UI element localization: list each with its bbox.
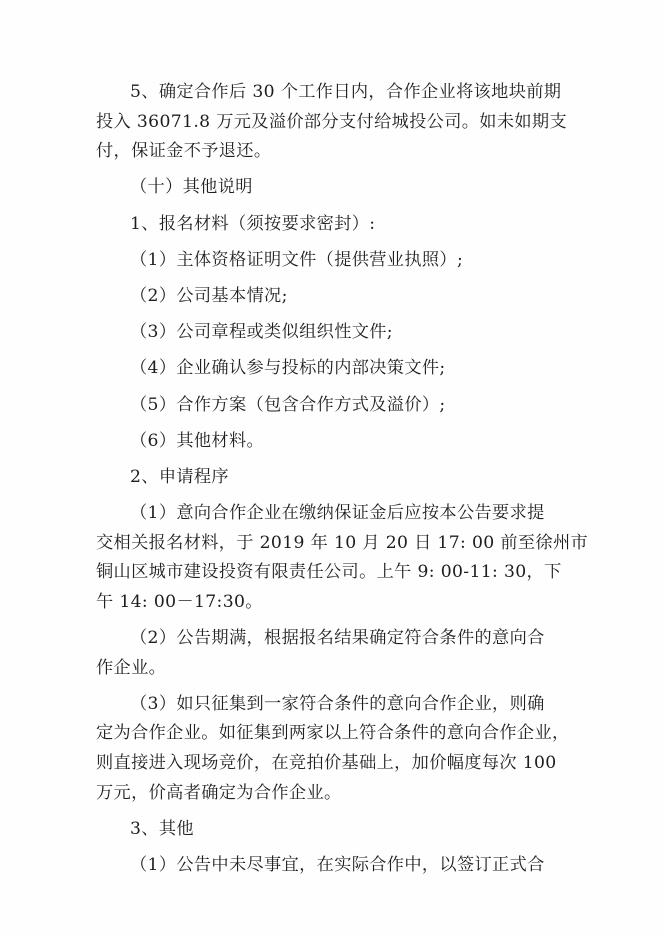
list-item-material-1 (96, 246, 563, 276)
text-line: 1、报名材料（须按要求密封）: (130, 213, 376, 234)
text-line: 则直接进入现场竞价，在竞拍价基础上，加价幅度每次 100 (96, 753, 557, 773)
list-item-material-3 (96, 318, 563, 348)
text-line: 付，保证金不予退还。 (96, 141, 272, 162)
text-line: （十）其他说明 (130, 177, 253, 198)
text-line: （6）其他材料。 (130, 430, 265, 451)
paragraph-other-1 (96, 851, 563, 881)
text-line: 投入 36071.8 万元及溢价部分支付给城投公司。如未如期支 (96, 111, 567, 132)
text-line: （1）主体资格证明文件（提供营业执照）; (130, 249, 464, 270)
text-line: 铜山区城市建设投资有限责任公司。上午 9: 00-11: 30，下 (96, 562, 562, 583)
text-line: （4）企业确认参与投标的内部决策文件; (130, 358, 446, 379)
text-line: 作企业。 (96, 657, 167, 678)
text-line: （5）合作方案（包含合作方式及溢价）; (130, 394, 446, 415)
list-item-material-2 (96, 282, 563, 312)
text-line: 2、申请程序 (130, 466, 229, 487)
list-item-material-4 (96, 354, 563, 384)
text-line: 交相关报名材料，于 2019 年 10 月 20 日 17: 00 前至徐州市 (96, 532, 589, 553)
paragraph-item-5 (96, 78, 567, 167)
paragraph-procedure-2 (96, 624, 563, 683)
text-line: （1）意向合作企业在缴纳保证金后应按本公告要求提 (130, 503, 545, 524)
list-item-material-6 (96, 427, 563, 457)
text-line: （2）公告期满，根据报名结果确定符合条件的意向合 (130, 628, 545, 649)
text-line: （2）公司基本情况; (130, 285, 288, 306)
paragraph-procedure-1 (96, 499, 589, 617)
list-item-material-5 (96, 391, 563, 421)
section-heading-other-notes (96, 173, 563, 203)
text-line: 3、其他 (130, 818, 194, 839)
text-line: 午 14: 00－17:30。 (96, 591, 263, 612)
text-line: （3）如只征集到一家符合条件的意向合作企业，则确 (130, 693, 545, 714)
heading-application-materials (96, 210, 563, 240)
text-line: （1）公告中未尽事宜，在实际合作中，以签订正式合 (130, 854, 545, 875)
heading-other (96, 815, 563, 845)
text-line: 万元，价高者确定为合作企业。 (96, 782, 342, 803)
text-line: 5、确定合作后 30 个工作日内，合作企业将该地块前期 (130, 82, 562, 102)
text-line: （3）公司章程或类似组织性文件; (130, 322, 393, 343)
paragraph-procedure-3 (96, 690, 570, 808)
text-line: 定为合作企业。如征集到两家以上符合条件的意向合作企业， (96, 723, 570, 744)
heading-application-procedure (96, 463, 563, 493)
